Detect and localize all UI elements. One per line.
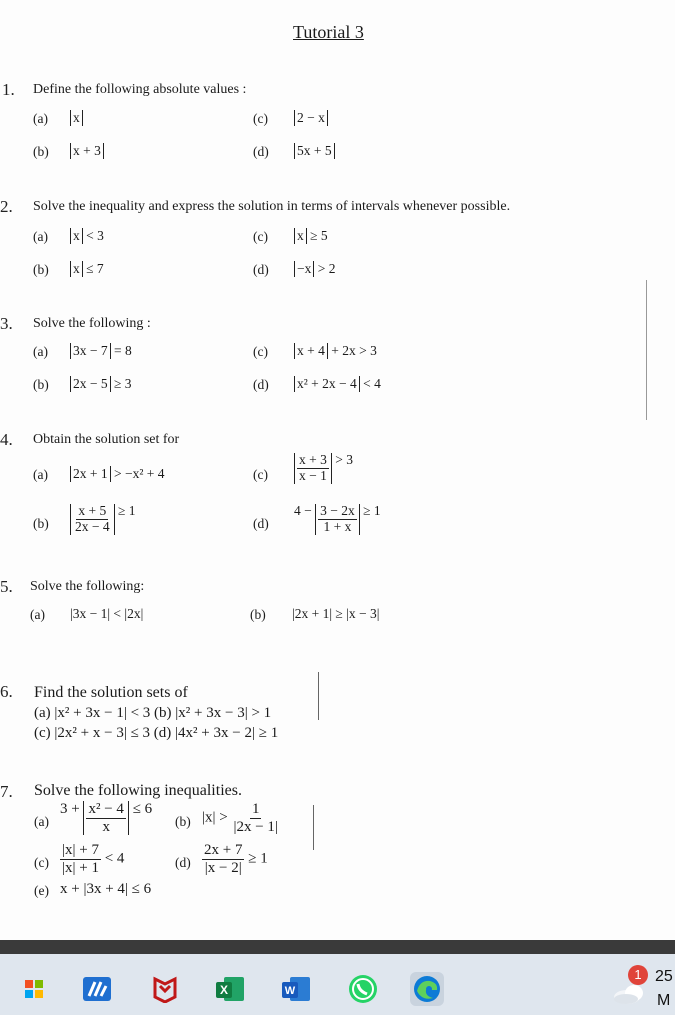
q2d-expr: −x > 2	[294, 261, 336, 277]
q5b-expr: |2x + 1| ≥ |x − 3|	[292, 606, 380, 621]
q4a-expr: 2x + 1 > −x² + 4	[70, 466, 165, 482]
q1d-expr: 5x + 5	[294, 143, 335, 159]
q2a-label: (a)	[33, 229, 48, 244]
q3d-label: (d)	[253, 377, 269, 392]
q3a-expr: 3x − 7 = 8	[70, 343, 132, 359]
notification-badge: 1	[628, 965, 648, 985]
q4c-expr: $\frac{x + 3}{x - 1}$ > 3	[294, 452, 353, 484]
page-edge-line	[646, 280, 647, 420]
q1b-label: (b)	[33, 144, 49, 159]
q2c-expr: x ≥ 5	[294, 228, 328, 244]
windows-start-icon[interactable]	[17, 972, 51, 1006]
weather-fragment: M	[657, 992, 671, 1009]
q5-text: Solve the following:	[30, 579, 145, 594]
q7a-expr: 3 + $\frac{\text{x² − 4}}{x}$ ≤ 6	[60, 801, 153, 835]
q7c-label: (c)	[34, 855, 49, 870]
q7-text: Solve the following inequalities.	[34, 782, 242, 799]
q6-number: 6.	[0, 682, 13, 701]
q4-number: 4.	[0, 430, 13, 449]
time-fragment: 25	[655, 968, 673, 985]
q4d-expr: 4 − $\frac{3 - 2x}{1 + x}$ ≥ 1	[294, 503, 381, 534]
q7c-expr: $\frac{|x| + 7}{|x| + 1}$ < 4	[62, 842, 125, 876]
app-icon[interactable]	[80, 972, 114, 1006]
q5b-label: (b)	[250, 607, 266, 622]
q2b-expr: x ≤ 7	[70, 261, 104, 277]
scan-line	[318, 672, 319, 720]
q3b-label: (b)	[33, 377, 49, 392]
q7b-expr: |x| > $\frac{1}{|2x - 1|}$	[202, 801, 278, 835]
q3-number: 3.	[0, 314, 13, 333]
q4b-expr: $\frac{x + 5}{2x - 4}$ ≥ 1	[70, 503, 136, 535]
q6-line1: (a) |x² + 3x − 1| < 3 (b) |x² + 3x − 3| > 1	[34, 705, 272, 721]
q2a-expr: x < 3	[70, 228, 104, 244]
page-title: Tutorial 3	[293, 22, 364, 42]
q6-text: Find the solution sets of	[34, 684, 188, 701]
q1c-expr: 2 − x	[294, 110, 328, 126]
q7e-label: (e)	[34, 883, 49, 898]
q7d-label: (d)	[175, 855, 191, 870]
q3c-expr: x + 4 + 2x > 3	[294, 343, 377, 359]
q1d-label: (d)	[253, 144, 269, 159]
edge-icon[interactable]	[410, 972, 444, 1006]
q4-text: Obtain the solution set for	[33, 432, 180, 447]
q2-text: Solve the inequality and express the solution in terms of intervals whenever possible.	[33, 199, 511, 214]
q5a-label: (a)	[30, 607, 45, 622]
q3d-expr: x² + 2x − 4 < 4	[294, 376, 381, 392]
q5-number: 5.	[0, 577, 13, 596]
q2c-label: (c)	[253, 229, 268, 244]
q7d-expr: $\frac{2x + 7}{|x - 2|}$ ≥ 1	[204, 842, 268, 876]
q4b-label: (b)	[33, 516, 49, 531]
q2-number: 2.	[0, 197, 13, 216]
q7e-expr: x + |3x + 4| ≤ 6	[60, 881, 152, 897]
q1c-label: (c)	[253, 111, 268, 126]
q2b-label: (b)	[33, 262, 49, 277]
q2d-label: (d)	[253, 262, 269, 277]
q7a-label: (a)	[34, 814, 49, 829]
q1-text: Define the following absolute values :	[33, 82, 247, 97]
q7-number: 7.	[0, 782, 13, 801]
whatsapp-icon[interactable]	[346, 972, 380, 1006]
q1-number: 1.	[2, 80, 15, 99]
mcafee-icon[interactable]	[148, 972, 182, 1006]
q4a-label: (a)	[33, 467, 48, 482]
q4c-label: (c)	[253, 467, 268, 482]
q1a-label: (a)	[33, 111, 48, 126]
q4d-label: (d)	[253, 516, 269, 531]
q6-line2: (c) |2x² + x − 3| ≤ 3 (d) |4x² + 3x − 2| ≥ 1	[34, 725, 279, 741]
taskbar-shadow	[0, 940, 675, 954]
q1a-expr: x	[70, 110, 83, 126]
word-letter: W	[284, 985, 296, 997]
q3b-expr: 2x − 5 ≥ 3	[70, 376, 132, 392]
q1b-expr: x + 3	[70, 143, 104, 159]
scan-line-2	[313, 805, 314, 850]
q7b-label: (b)	[175, 814, 191, 829]
q3a-label: (a)	[33, 344, 48, 359]
q3-text: Solve the following :	[33, 316, 151, 331]
excel-letter: X	[219, 983, 229, 997]
q5a-expr: |3x − 1| < |2x|	[70, 606, 144, 621]
q3c-label: (c)	[253, 344, 268, 359]
word-icon[interactable]	[280, 972, 314, 1006]
excel-icon[interactable]	[214, 972, 248, 1006]
